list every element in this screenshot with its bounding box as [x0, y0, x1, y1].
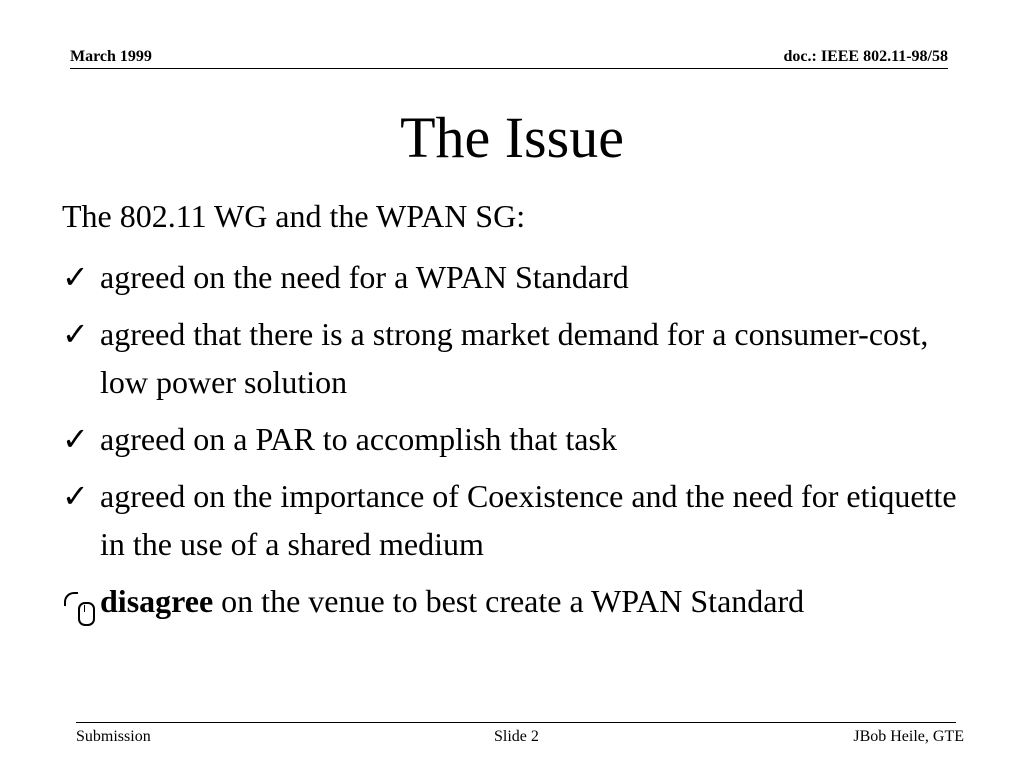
- header-date: March 1999: [70, 48, 152, 65]
- footer-author: JBob Heile, GTE: [853, 728, 964, 745]
- check-icon: ✓: [62, 259, 89, 295]
- bullet-bold-word: disagree: [100, 583, 214, 619]
- bullet-text: agreed on the need for a WPAN Standard: [100, 259, 629, 295]
- mouse-icon: [62, 577, 98, 625]
- bullet-item: [62, 310, 982, 406]
- bullet-text: agreed on the importance of Coexistence and the need for etiquette in the use of a shared medium: [100, 478, 957, 562]
- slide-intro: The 802.11 WG and the WPAN SG:: [62, 198, 526, 234]
- footer-divider: [76, 722, 956, 723]
- bullet-item: [62, 577, 982, 625]
- check-icon: ✓: [62, 421, 89, 457]
- footer-slide-number: Slide 2: [494, 728, 539, 745]
- bullet-item: [62, 472, 982, 568]
- bullet-text: [100, 577, 982, 625]
- check-icon: ✓: [62, 478, 89, 514]
- check-icon: ✓: [62, 316, 89, 352]
- bullet-rest: on the venue to best create a WPAN Standard: [213, 583, 805, 619]
- slide-title: The Issue: [400, 105, 624, 170]
- footer-submission: Submission: [76, 728, 151, 745]
- bullet-item: [62, 415, 982, 463]
- bullet-item: [62, 253, 982, 301]
- header-divider: [70, 68, 948, 69]
- bullet-text: agreed on a PAR to accomplish that task: [100, 421, 617, 457]
- bullet-text: agreed that there is a strong market demand for a consumer-cost, low power solution: [100, 316, 929, 400]
- header-doc-id: doc.: IEEE 802.11-98/58: [783, 48, 948, 65]
